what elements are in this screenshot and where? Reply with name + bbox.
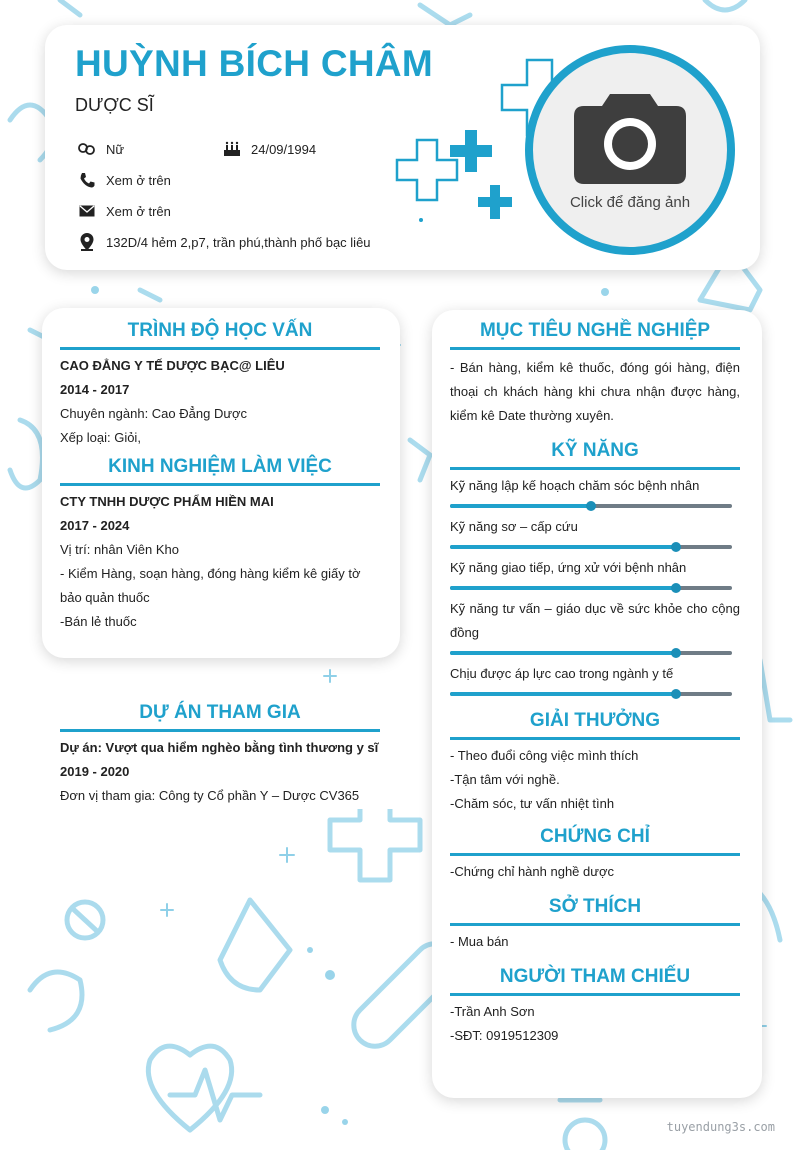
- skill-level-knob: [671, 542, 681, 552]
- education-grade: Xếp loại: Giỏi,: [60, 430, 141, 445]
- awards-section: [450, 710, 740, 816]
- skill-item: [450, 662, 740, 696]
- skill-item: [450, 515, 740, 549]
- address-row: [78, 233, 371, 251]
- objective-section: [450, 320, 740, 428]
- education-section: [60, 320, 380, 450]
- section-divider: [60, 729, 380, 732]
- education-major: Chuyên ngành: Cao Đẳng Dược: [60, 406, 248, 421]
- certificates-title: CHỨNG CHỈ: [540, 826, 650, 847]
- experience-duty: -Bán lẻ thuốc: [60, 614, 137, 629]
- objective-title: MỤC TIÊU NGHỀ NGHIỆP: [479, 320, 711, 341]
- project-org: Đơn vị tham gia: Công ty Cổ phần Y – Dược CV365: [60, 788, 360, 803]
- job-title: DƯỢC SĨ: [75, 95, 154, 115]
- phone-icon: [78, 171, 96, 189]
- project-period: 2019 - 2020: [60, 764, 130, 779]
- references-section: [450, 966, 740, 1048]
- projects-title: DỰ ÁN THAM GIA: [139, 702, 301, 723]
- header-card: [45, 25, 760, 270]
- birthday-cake-icon: [223, 140, 241, 158]
- skill-label: Kỹ năng lập kế hoạch chăm sóc bệnh nhân: [450, 478, 700, 493]
- birthday-row: [223, 140, 316, 158]
- section-divider: [450, 737, 740, 740]
- skill-item: [450, 597, 740, 655]
- award-item: -Tận tâm với nghề.: [450, 772, 560, 787]
- skill-level-fill: [450, 692, 676, 696]
- skills-section: [450, 440, 740, 696]
- experience-section: [60, 456, 380, 634]
- certificates-section: [450, 826, 740, 884]
- reference-item: -SĐT: 0919512309: [450, 1028, 559, 1043]
- skill-level-knob: [671, 689, 681, 699]
- section-divider: [450, 853, 740, 856]
- reference-item: -Trần Anh Sơn: [450, 1004, 535, 1019]
- skill-level-bar: [450, 545, 732, 549]
- avatar-upload[interactable]: [525, 45, 735, 255]
- education-title: TRÌNH ĐỘ HỌC VẤN: [127, 320, 313, 341]
- objective-text: - Bán hàng, kiểm kê thuốc, đóng gói hàng, điện thoại ch khách hàng khi chưa nhận được hàng, kiểm kê Date thường xuyên.: [450, 360, 740, 423]
- projects-section: [60, 702, 380, 808]
- skill-level-bar: [450, 651, 732, 655]
- hobby-item: - Mua bán: [450, 934, 509, 949]
- skills-title: KỸ NĂNG: [551, 440, 639, 461]
- award-item: - Theo đuổi công việc mình thích: [450, 748, 639, 763]
- section-divider: [60, 347, 380, 350]
- camera-icon: [572, 90, 688, 186]
- gender-value: Nữ: [106, 141, 125, 157]
- experience-period: 2017 - 2024: [60, 518, 130, 533]
- skill-label: Kỹ năng giao tiếp, ứng xử với bệnh nhân: [450, 560, 687, 575]
- left-column-card: [42, 308, 400, 658]
- phone-value: Xem ở trên: [106, 172, 171, 188]
- skill-level-fill: [450, 504, 591, 508]
- awards-title: GIẢI THƯỞNG: [529, 710, 661, 731]
- site-watermark: tuyendung3s.com: [666, 1120, 775, 1134]
- experience-company: CTY TNHH DƯỢC PHẨM HIỀN MAI: [60, 494, 274, 509]
- photo-upload-label: Click để đăng ảnh: [569, 193, 691, 211]
- skill-label: Kỹ năng sơ – cấp cứu: [450, 519, 578, 534]
- experience-position: Vị trí: nhân Viên Kho: [60, 542, 180, 557]
- candidate-name: HUỲNH BÍCH CHÂM: [75, 43, 434, 84]
- section-divider: [60, 483, 380, 486]
- skill-level-bar: [450, 586, 732, 590]
- award-item: -Chăm sóc, tư vấn nhiệt tình: [450, 796, 615, 811]
- skill-level-bar: [450, 504, 732, 508]
- birthday-value: 24/09/1994: [251, 141, 317, 157]
- phone-row: [78, 171, 171, 189]
- right-column-card: [432, 310, 762, 1098]
- education-school: CAO ĐẲNG Y TẾ DƯỢC BẠC@ LIÊU: [60, 358, 285, 373]
- hobbies-title: SỞ THÍCH: [548, 896, 642, 917]
- skill-level-fill: [450, 586, 676, 590]
- skill-level-bar: [450, 692, 732, 696]
- projects-card: [42, 697, 400, 809]
- skill-label: Chịu được áp lực cao trong ngành y tế: [450, 666, 674, 681]
- envelope-icon: [78, 202, 96, 220]
- skill-level-knob: [671, 648, 681, 658]
- section-divider: [450, 993, 740, 996]
- hobbies-section: [450, 896, 740, 954]
- section-divider: [450, 347, 740, 350]
- project-name: Dự án: Vượt qua hiểm nghèo bằng tình thương y sĩ: [60, 740, 379, 755]
- references-title: NGƯỜI THAM CHIẾU: [499, 966, 691, 987]
- skill-item: [450, 556, 740, 590]
- section-divider: [450, 923, 740, 926]
- skill-level-knob: [671, 583, 681, 593]
- skill-level-knob: [586, 501, 596, 511]
- section-divider: [450, 467, 740, 470]
- skill-level-fill: [450, 545, 676, 549]
- location-pin-icon: [78, 233, 96, 251]
- certificate-item: -Chứng chỉ hành nghề dược: [450, 864, 614, 879]
- gender-icon: [78, 140, 96, 158]
- skill-label: Kỹ năng tư vấn – giáo dục về sức khỏe cho cộng đồng: [450, 601, 740, 640]
- skill-level-fill: [450, 651, 676, 655]
- skill-item: [450, 474, 740, 508]
- email-row: [78, 202, 171, 220]
- education-period: 2014 - 2017: [60, 382, 130, 397]
- gender-row: [78, 140, 124, 158]
- experience-title: KINH NGHIỆM LÀM VIỆC: [108, 456, 332, 477]
- address-value: 132D/4 hẻm 2,p7, trần phú,thành phố bạc liêu: [106, 234, 371, 250]
- email-value: Xem ở trên: [106, 203, 171, 219]
- experience-duty: - Kiểm Hàng, soạn hàng, đóng hàng kiểm kê giấy tờ bảo quản thuốc: [60, 566, 361, 605]
